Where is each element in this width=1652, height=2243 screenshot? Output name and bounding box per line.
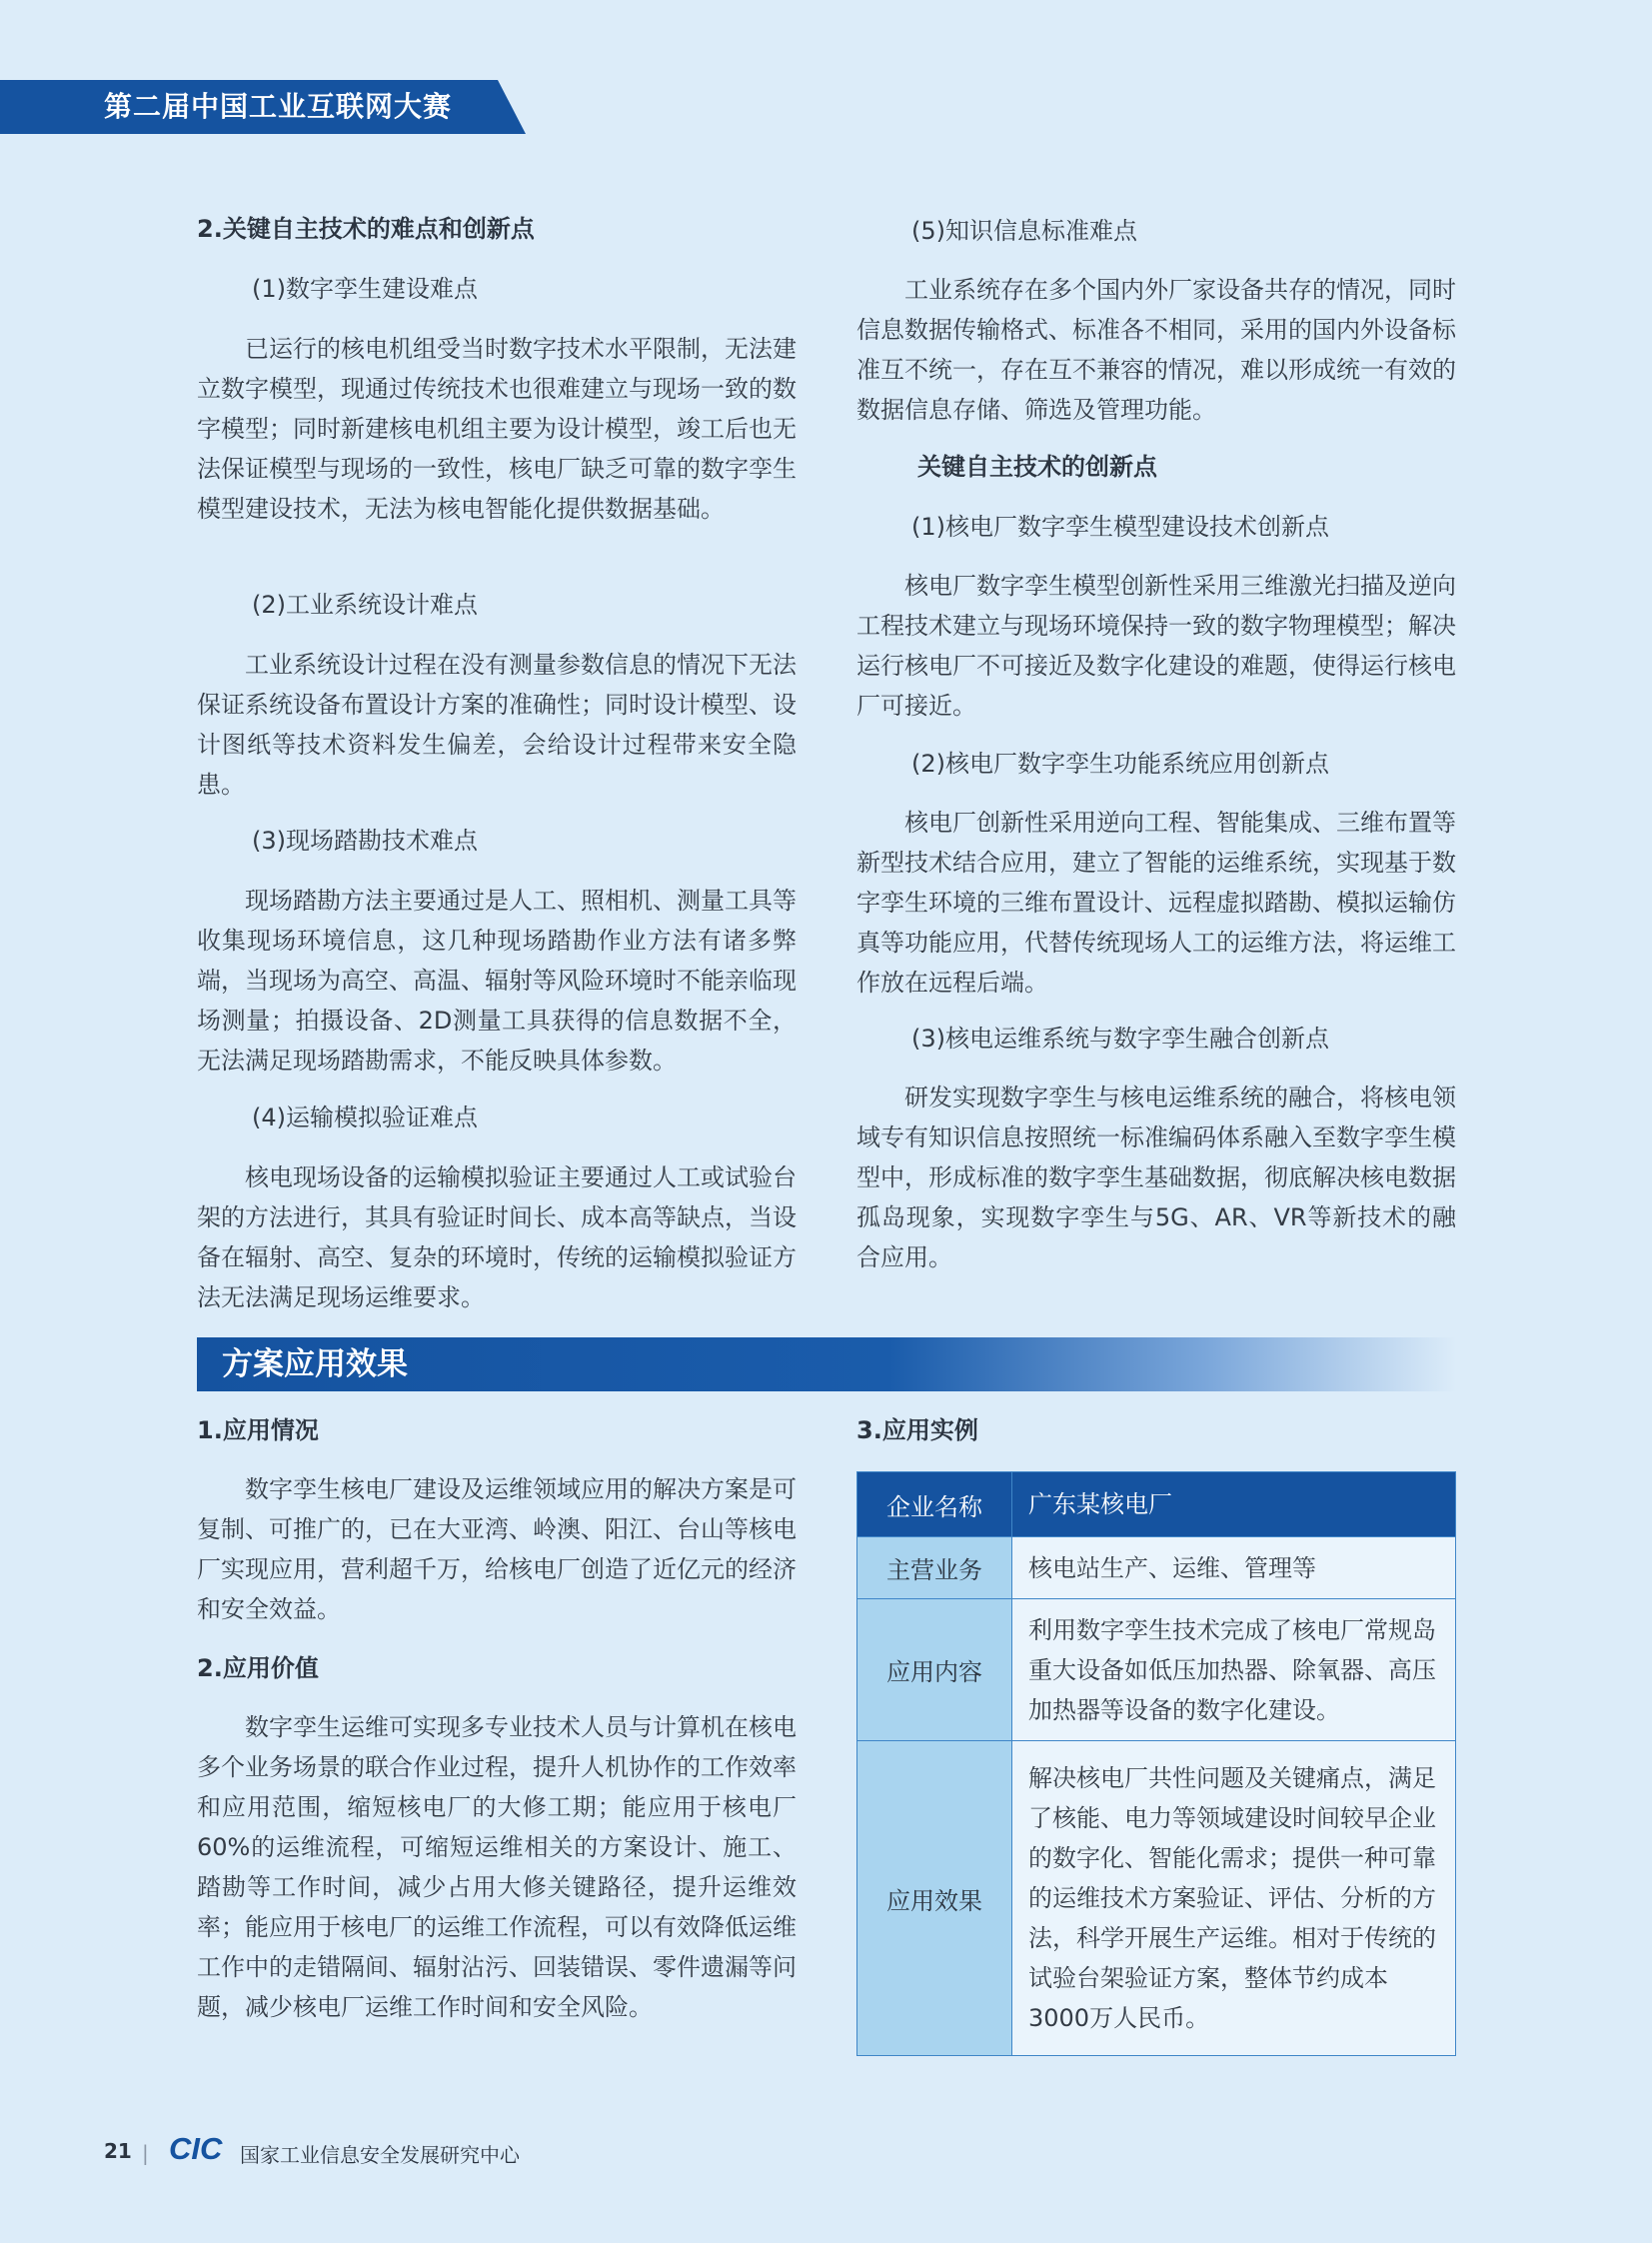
subheading-model-innovation: (1)核电厂数字孪生模型建设技术创新点 (911, 513, 1329, 541)
header-banner-title: 第二届中国工业互联网大赛 (104, 90, 453, 123)
cic-logo-text: CIC (169, 2131, 223, 2166)
subheading-transport-sim-difficulty: (4)运输模拟验证难点 (252, 1104, 478, 1131)
subheading-digital-twin-difficulty: (1)数字孪生建设难点 (252, 275, 478, 303)
paragraph-site-survey-difficulty: 现场踏勘方法主要通过是人工、照相机、测量工具等收集现场环境信息，这几种现场踏勘作业方法有诸多弊端，当现场为高空、高温、辐射等风险环境时不能亲临现场测量；拍摄设备、2D测量工具获得的信息数据不全，无法满足现场踏勘需求，不能反映具体参数。 (197, 887, 797, 1075)
subheading-function-innovation: (2)核电厂数字孪生功能系统应用创新点 (911, 750, 1329, 778)
page-number: 21 (104, 2139, 132, 2163)
heading-application-case: 3.应用实例 (856, 1416, 978, 1444)
footer-separator: | (142, 2141, 149, 2165)
cic-logo (168, 2130, 230, 2166)
subheading-knowledge-standard-difficulty: (5)知识信息标准难点 (911, 217, 1137, 245)
paragraph-function-innovation: 核电厂创新性采用逆向工程、智能集成、三维布置等新型技术结合应用，建立了智能的运维系统，实现基于数字孪生环境的三维布置设计、远程虚拟踏勘、模拟运输仿真等功能应用，代替传统现场人工的运维方法，将运维工作放在远程后端。 (856, 809, 1456, 997)
paragraph-digital-twin-difficulty: 已运行的核电机组受当时数字技术水平限制，无法建立数字模型，现通过传统技术也很难建立与现场一致的数字模型；同时新建核电机组主要为设计模型，竣工后也无法保证模型与现场的一致性，核电厂缺乏可靠的数字孪生模型建设技术，无法为核电智能化提供数据基础。 (197, 335, 797, 523)
table-row (857, 1741, 1456, 2056)
application-effect-label: 应用效果 (857, 1741, 1012, 2056)
subheading-fusion-innovation: (3)核电运维系统与数字孪生融合创新点 (911, 1025, 1329, 1053)
paragraph-model-innovation: 核电厂数字孪生模型创新性采用三维激光扫描及逆向工程技术建立与现场环境保持一致的数字物理模型；解决运行核电厂不可接近及数字化建设的难题，使得运行核电厂可接近。 (856, 572, 1456, 720)
main-business-value: 核电站生产、运维、管理等 (1012, 1537, 1456, 1599)
application-effect-value: 解决核电厂共性问题及关键痛点，满足了核能、电力等领域建设时间较早企业的数字化、智能化需求；提供一种可靠的运维技术方案验证、评估、分析的方法，科学开展生产运维。相对于传统的试验台架验证方案，整体节约成本3000万人民币。 (1012, 1741, 1456, 2056)
paragraph-system-design-difficulty: 工业系统设计过程在没有测量参数信息的情况下无法保证系统设备布置设计方案的准确性；同时设计模型、设计图纸等技术资料发生偏差，会给设计过程带来安全隐患。 (197, 651, 797, 799)
paragraph-application-status: 数字孪生核电厂建设及运维领域应用的解决方案是可复制、可推广的，已在大亚湾、岭澳、阳江、台山等核电厂实现应用，营利超千万，给核电厂创造了近亿元的经济和安全效益。 (197, 1475, 797, 1623)
section-heading-difficulties: 2.关键自主技术的难点和创新点 (197, 215, 535, 243)
section-title: 方案应用效果 (222, 1346, 408, 1382)
table-row (857, 1599, 1456, 1741)
company-name-label: 企业名称 (857, 1472, 1012, 1537)
paragraph-application-value: 数字孪生运维可实现多专业技术人员与计算机在核电多个业务场景的联合作业过程，提升人机协作的工作效率和应用范围，缩短核电厂的大修工期；能应用于核电厂60%的运维流程，可缩短运维相关的方案设计、施工、踏勘等工作时间，减少占用大修关键路径，提升运维效率；能应用于核电厂的运维工作流程，可以有效降低运维工作中的走错隔间、辐射沾污、回装错误、零件遗漏等问题，减少核电厂运维工作时间和安全风险。 (197, 1713, 797, 2021)
table-row (857, 1537, 1456, 1599)
section-heading-innovations: 关键自主技术的创新点 (917, 453, 1157, 481)
company-name-value: 广东某核电厂 (1012, 1472, 1456, 1537)
application-content-value: 利用数字孪生技术完成了核电厂常规岛重大设备如低压加热器、除氧器、高压加热器等设备的数字化建设。 (1012, 1599, 1456, 1741)
heading-application-status: 1.应用情况 (197, 1416, 319, 1444)
main-business-label: 主营业务 (857, 1537, 1012, 1599)
paragraph-fusion-innovation: 研发实现数字孪生与核电运维系统的融合，将核电领域专有知识信息按照统一标准编码体系融入至数字孪生模型中，形成标准的数字孪生基础数据，彻底解决核电数据孤岛现象，实现数字孪生与5G、AR、VR等新技术的融合应用。 (856, 1084, 1456, 1271)
application-content-label: 应用内容 (857, 1599, 1012, 1741)
paragraph-knowledge-standard-difficulty: 工业系统存在多个国内外厂家设备共存的情况，同时信息数据传输格式、标准各不相同，采用的国内外设备标准互不统一，存在互不兼容的情况，难以形成统一有效的数据信息存储、筛选及管理功能。 (856, 276, 1456, 424)
heading-application-value: 2.应用价值 (197, 1654, 319, 1682)
footer-org-name: 国家工业信息安全发展研究中心 (240, 2143, 520, 2167)
table-row (857, 1472, 1456, 1537)
subheading-system-design-difficulty: (2)工业系统设计难点 (252, 591, 478, 619)
subheading-site-survey-difficulty: (3)现场踏勘技术难点 (252, 827, 478, 855)
application-case-table (856, 1471, 1456, 2056)
paragraph-transport-sim-difficulty: 核电现场设备的运输模拟验证主要通过人工或试验台架的方法进行，其具有验证时间长、成本高等缺点，当设备在辐射、高空、复杂的环境时，传统的运输模拟验证方法无法满足现场运维要求。 (197, 1163, 797, 1311)
